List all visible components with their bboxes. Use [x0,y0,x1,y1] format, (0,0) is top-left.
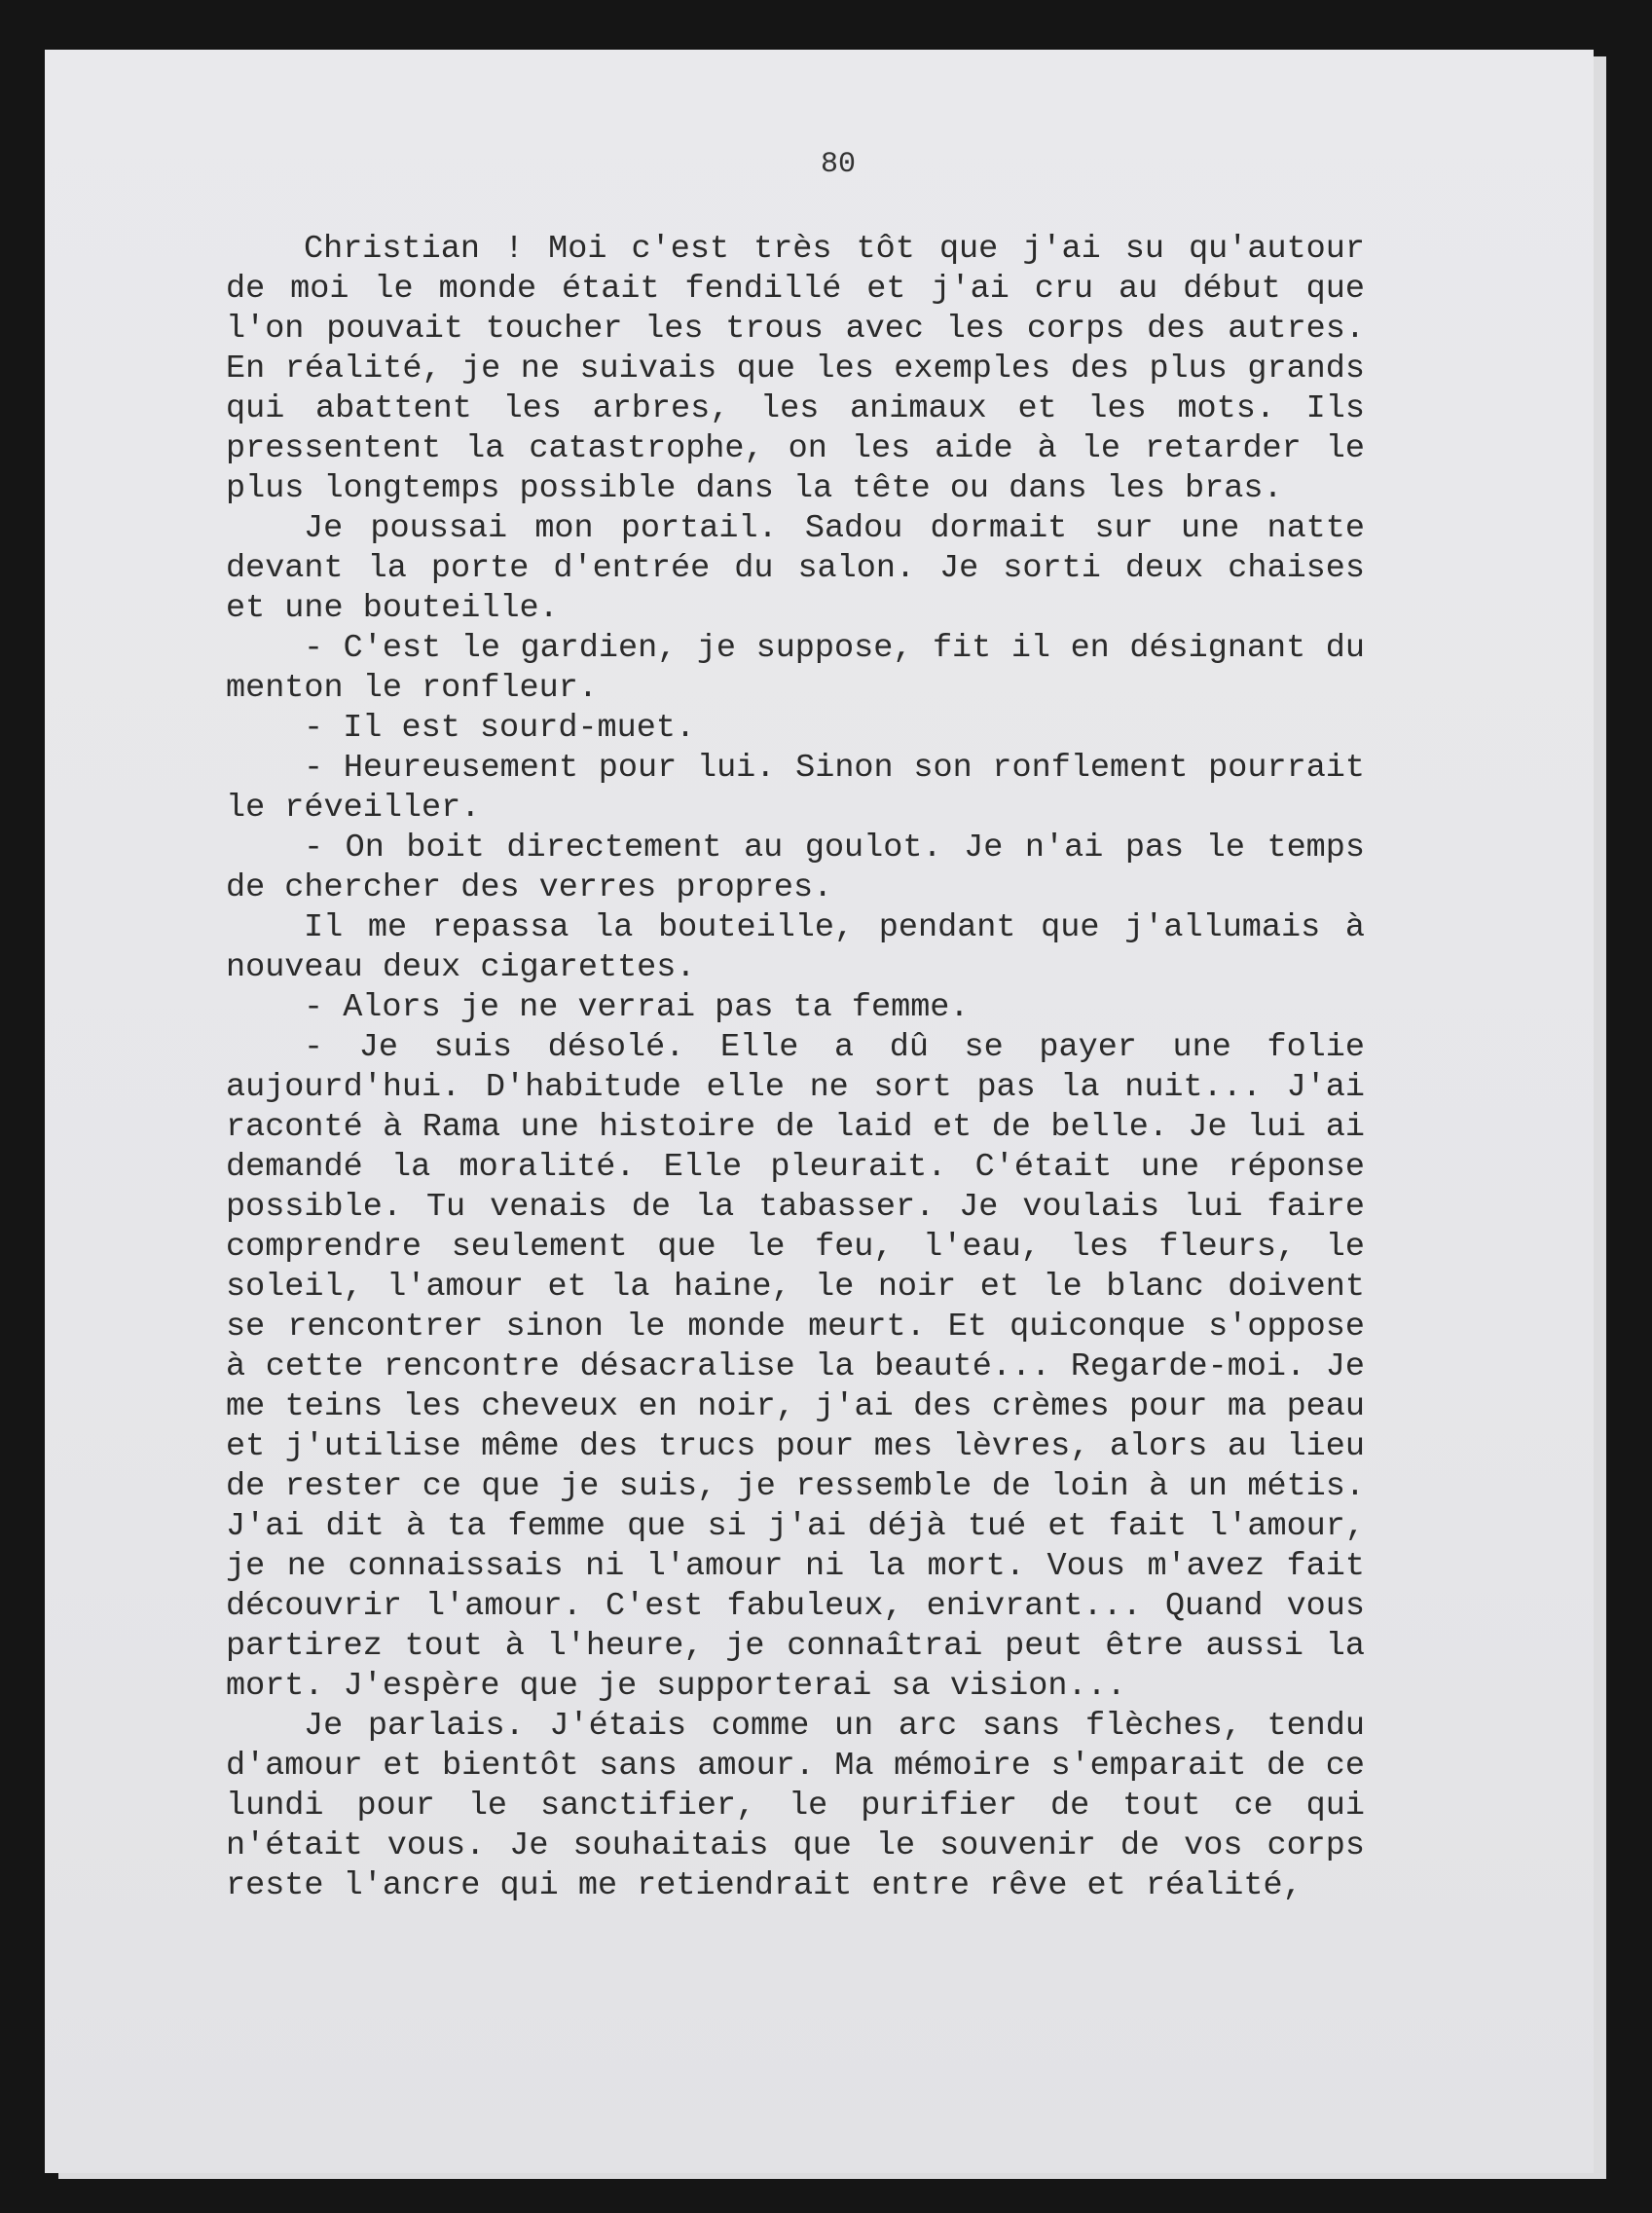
paragraph: - Alors je ne verrai pas ta femme. [304,989,970,1026]
paragraph: Il me repassa la bouteille, pendant que j'allumais à nouveau deux cigarettes. [226,909,1365,986]
paragraph: - Je suis désolé. Elle a dû se payer une folie aujourd'hui. D'habitude elle ne sort pas la nuit... J'ai raconté à Rama une histoire de laid et de belle. Je lui ai demandé la moralité. Elle pleurait. C'était une réponse possible. Tu venais de la tabasser. Je voulais lui faire comprendre seulement que le feu, l'eau, les fleurs, le soleil, l'amour et la haine, le noir et le blanc doivent se rencontrer sinon le monde meurt. Et quiconque s'oppose à cette rencontre désacralise la beauté... Regarde-moi. Je me teins les cheveux en noir, j'ai des crèmes pour ma peau et j'utilise même des trucs pour mes lèvres, alors au lieu de rester ce que je suis, je ressemble de loin à un métis. J'ai dit à ta femme que si j'ai déjà tué et fait l'amour, je ne connaissais ni l'amour ni la mort. Vous m'avez fait découvrir l'amour. C'est fabuleux, enivrant... Quand vous partirez tout à l'heure, je connaîtrai peut être aussi la mort. J'espère que je supporterai sa vision... [226,1029,1365,1705]
paragraph: - C'est le gardien, je suppose, fit il en désignant du menton le ronfleur. [226,630,1365,707]
paragraph: Christian ! Moi c'est très tôt que j'ai su qu'autour de moi le monde était fendillé et j'ai cru au début que l'on pouvait toucher les trous avec les corps des autres. En réalité, je ne suivais que les exemples des plus grands qui abattent les arbres, les animaux et les mots. Ils pressentent la catastrophe, on les aide à le retarder le plus longtemps possible dans la tête ou dans les bras. [226,231,1365,507]
paragraph: - Il est sourd-muet. [304,710,696,747]
paragraph: - On boit directement au goulot. Je n'ai pas le temps de chercher des verres propres. [226,830,1365,906]
paragraph: - Heureusement pour lui. Sinon son ronflement pourrait le réveiller. [226,750,1365,827]
body-text [226,230,1365,1906]
page-number: 80 [820,148,856,181]
paragraph: Je parlais. J'étais comme un arc sans flèches, tendu d'amour et bientôt sans amour. Ma mémoire s'emparait de ce lundi pour le sanctifier, le purifier de tout ce qui n'était vous. Je souhaitais que le souvenir de vos corps reste l'ancre qui me retiendrait entre rêve et réalité, [226,1708,1365,1904]
paragraph: Je poussai mon portail. Sadou dormait sur une natte devant la porte d'entrée du salon. Je sorti deux chaises et une bouteille. [226,510,1365,627]
